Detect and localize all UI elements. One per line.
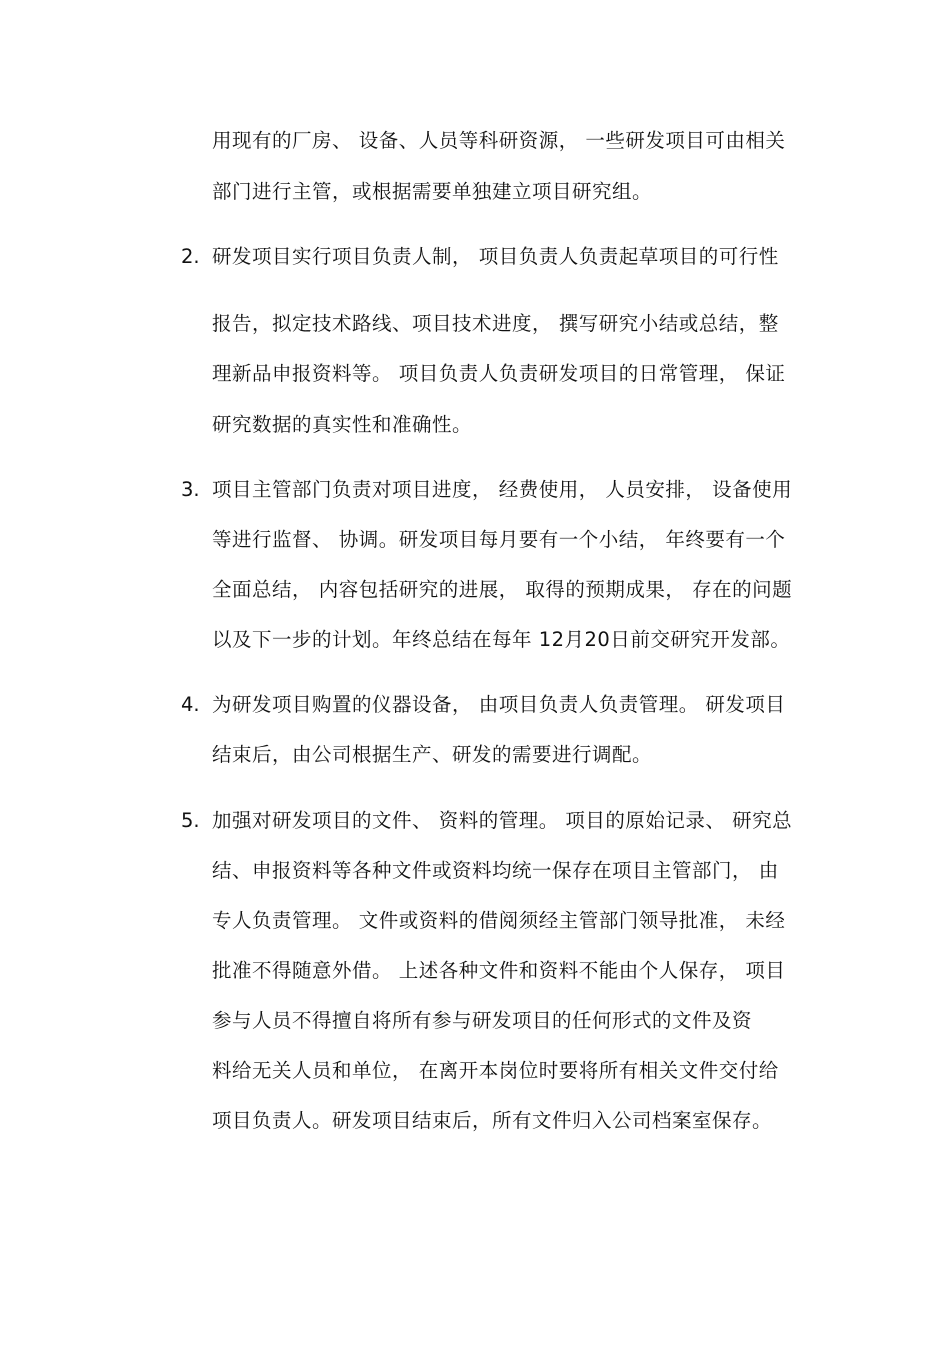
- item-line: 批准不得随意外借。 上述各种文件和资料不能由个人保存， 项目: [212, 959, 786, 982]
- item-line: 项目主管部门负责对项目进度， 经费使用， 人员安排， 设备使用: [212, 478, 793, 501]
- item-number: 2.: [181, 245, 200, 268]
- item-line: 料给无关人员和单位， 在离开本岗位时要将所有相关文件交付给: [212, 1059, 779, 1082]
- item-line: 结、申报资料等各种文件或资料均统一保存在项目主管部门， 由: [212, 859, 779, 882]
- item-line: 参与人员不得擅自将所有参与研发项目的任何形式的文件及资: [212, 1009, 753, 1032]
- item-line: 以及下一步的计划。年终总结在每年 12月20日前交研究开发部。: [212, 628, 791, 651]
- item-line: 研究数据的真实性和准确性。: [212, 413, 473, 436]
- item-line: 结束后，由公司根据生产、研发的需要进行调配。: [212, 743, 653, 766]
- item-line: 加强对研发项目的文件、 资料的管理。 项目的原始记录、 研究总: [212, 809, 793, 832]
- item-line: 为研发项目购置的仪器设备， 由项目负责人负责管理。 研发项目: [212, 693, 786, 716]
- item-line: 专人负责管理。 文件或资料的借阅须经主管部门领导批准， 未经: [212, 909, 786, 932]
- item-line: 项目负责人。研发项目结束后，所有文件归入公司档案室保存。: [212, 1109, 773, 1132]
- item-number: 4.: [181, 693, 200, 716]
- intro-line: 部门进行主管，或根据需要单独建立项目研究组。: [212, 180, 653, 203]
- item-line: 全面总结， 内容包括研究的进展， 取得的预期成果， 存在的问题: [212, 578, 793, 601]
- item-number: 3.: [181, 478, 200, 501]
- item-number: 5.: [181, 809, 200, 832]
- item-line: 等进行监督、 协调。研发项目每月要有一个小结， 年终要有一个: [212, 528, 786, 551]
- intro-line: 用现有的厂房、 设备、人员等科研资源， 一些研发项目可由相关: [212, 129, 786, 152]
- item-line: 报告，拟定技术路线、项目技术进度， 撰写研究小结或总结，整: [212, 312, 779, 335]
- item-line: 理新品申报资料等。 项目负责人负责研发项目的日常管理， 保证: [212, 362, 786, 385]
- item-line: 研发项目实行项目负责人制， 项目负责人负责起草项目的可行性: [212, 245, 779, 268]
